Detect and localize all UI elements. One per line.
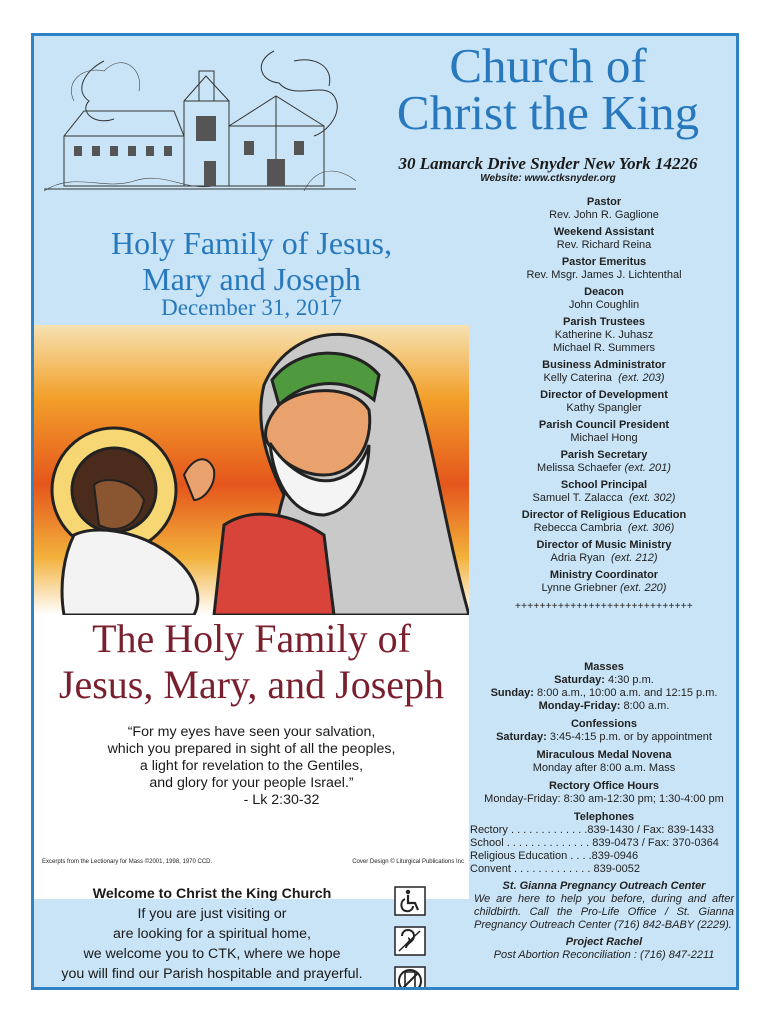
telephone-convent: Convent . . . . . . . . . . . . . 839-0052: [470, 863, 640, 875]
schedule-section: [470, 661, 738, 962]
staff-role: Pastor Emeritus: [561, 256, 647, 268]
staff-name: Adria Ryan: [550, 552, 605, 564]
staff-name: Lynne Griebner: [541, 582, 617, 594]
staff-name: Samuel T. Zalacca: [532, 492, 623, 504]
rachel-title: Project Rachel: [565, 936, 643, 948]
cover-title-line2: Jesus, Mary, and Joseph: [58, 662, 445, 707]
welcome-line: you will find our Parish hospitable and prayerful.: [61, 966, 363, 982]
bulletin-page: [31, 33, 739, 990]
staff-extension: (ext. 212): [611, 552, 658, 564]
staff-extension: (ext. 201): [624, 462, 671, 474]
design-credit: Cover Design © Liturgical Publications Inc: [352, 859, 464, 865]
welcome-title: Welcome to Christ the King Church: [92, 886, 332, 902]
rectory-hours-title: Rectory Office Hours: [548, 780, 660, 792]
staff-entry: [470, 462, 738, 475]
telephone-school: School . . . . . . . . . . . . . . 839-0473 / Fax: 370-0364: [470, 837, 719, 849]
masses-sunday: [470, 687, 738, 700]
staff-name: Kelly Caterina: [543, 372, 612, 384]
masses-saturday-time: 4:30 p.m.: [607, 674, 654, 686]
staff-name: John Coughlin: [568, 299, 640, 311]
staff-extension: (ext. 203): [618, 372, 665, 384]
staff-role: Director of Development: [540, 389, 668, 401]
church-website: Website: www.ctksnyder.org: [480, 173, 616, 184]
staff-name: Rev. Msgr. James J. Lichtenthal: [526, 269, 682, 281]
confessions-title: Confessions: [570, 718, 637, 730]
staff-name: Rev. John R. Gaglione: [549, 209, 659, 221]
telephone-religious-education: Religious Education . . . .839-0946: [470, 850, 639, 862]
confessions-text: 3:45-4:15 p.m. or by appointment: [549, 731, 712, 743]
staff-name: Rev. Richard Reina: [556, 239, 652, 251]
masses-saturday-label: Saturday:: [554, 674, 605, 686]
staff-entry: [470, 522, 738, 535]
staff-entry: [470, 372, 738, 385]
holy-family-illustration: [34, 325, 469, 615]
quote-line: “For my eyes have seen your salvation,: [127, 724, 376, 740]
cover-credits: [42, 859, 464, 865]
staff-role: Pastor: [586, 196, 622, 208]
welcome-section: [52, 884, 372, 984]
church-sketch-image: [44, 41, 356, 199]
staff-extension: (ext. 220): [620, 582, 667, 594]
rectory-hours-text: Monday-Friday: 8:30 am-12:30 pm; 1:30-4:00 pm: [484, 793, 724, 805]
church-address: 30 Lamarck Drive Snyder New York 14226: [398, 154, 698, 173]
telephones-title: Telephones: [573, 811, 635, 823]
gianna-text: We are here to help you before, during and after childbirth. Call the Pro-Life Office / St. Gianna Pregnancy Outreach Center (716) 842-BABY (2229).: [474, 893, 734, 931]
welcome-line: are looking for a spiritual home,: [113, 926, 311, 942]
welcome-line: we welcome you to CTK, where we hope: [83, 946, 341, 962]
cover-title: [34, 616, 469, 708]
staff-name: Michael Hong: [570, 432, 638, 444]
novena-title: Miraculous Medal Novena: [536, 749, 672, 761]
hearing-assistance-icon: [394, 926, 426, 956]
masses-sunday-label: Sunday:: [490, 687, 534, 699]
staff-role: Weekend Assistant: [553, 226, 655, 238]
gianna-title: St. Gianna Pregnancy Outreach Center: [502, 880, 706, 892]
staff-role: Ministry Coordinator: [549, 569, 659, 581]
church-title-line1: Church of: [449, 38, 647, 93]
staff-name: Katherine K. Juhasz: [554, 329, 654, 341]
staff-role: Parish Secretary: [560, 449, 648, 461]
lectionary-credit: Excerpts from the Lectionary for Mass ©2001, 1998, 1970 CCD.: [42, 859, 213, 865]
telephone-rectory: Rectory . . . . . . . . . . . . .839-1430 / Fax: 839-1433: [470, 824, 714, 836]
masses-weekday-label: Monday-Friday:: [538, 700, 621, 712]
staff-role: Business Administrator: [542, 359, 666, 371]
no-cellphone-icon: [394, 966, 426, 990]
staff-name: Rebecca Cambria: [533, 522, 622, 534]
masses-weekday-time: 8:00 a.m.: [623, 700, 670, 712]
novena-text: Monday after 8:00 a.m. Mass: [532, 762, 676, 774]
staff-role: School Principal: [560, 479, 648, 491]
staff-role: Director of Religious Education: [521, 509, 687, 521]
staff-extension: (ext. 306): [627, 522, 675, 534]
quote-line: and glory for your people Israel.”: [149, 775, 354, 791]
staff-role: Director of Music Ministry: [536, 539, 672, 551]
church-title-line2: Christ the King: [396, 85, 700, 140]
staff-role: Parish Council President: [538, 419, 670, 431]
rachel-text: Post Abortion Reconciliation : (716) 847-2211: [493, 949, 715, 961]
welcome-line: If you are just visiting or: [137, 906, 287, 922]
wheelchair-accessible-icon: [394, 886, 426, 916]
staff-entry: [470, 582, 738, 595]
masses-saturday: [470, 674, 738, 687]
feast-title-line2: Mary and Joseph: [142, 261, 361, 297]
masses-weekday: [470, 700, 738, 713]
feast-title-line1: Holy Family of Jesus,: [111, 225, 392, 261]
staff-role: Parish Trustees: [563, 316, 645, 328]
staff-extension: (ext. 302): [628, 492, 676, 504]
staff-name: Melissa Schaefer: [537, 462, 622, 474]
confessions-time: [470, 731, 738, 744]
cover-title-line1: The Holy Family of: [92, 616, 411, 661]
feast-date: December 31, 2017: [161, 295, 342, 320]
staff-entry: [470, 492, 738, 505]
masses-title: Masses: [584, 661, 624, 673]
confessions-label: Saturday:: [496, 731, 547, 743]
masses-sunday-time: 8:00 a.m., 10:00 a.m. and 12:15 p.m.: [537, 687, 718, 699]
quote-line: a light for revelation to the Gentiles,: [139, 758, 364, 774]
staff-directory: [470, 196, 738, 613]
scripture-quote: [34, 724, 469, 809]
telephone-list: [470, 824, 738, 876]
staff-entry: [470, 552, 738, 565]
accessibility-icons: [394, 886, 428, 990]
staff-role: Deacon: [584, 286, 624, 298]
quote-line: which you prepared in sight of all the peoples,: [107, 741, 396, 757]
section-divider: +++++++++++++++++++++++++++++: [514, 601, 694, 612]
feast-title: [34, 225, 469, 297]
staff-name: Kathy Spangler: [566, 402, 642, 414]
staff-name: Michael R. Summers: [552, 342, 656, 354]
quote-citation: - Lk 2:30-32: [243, 792, 320, 808]
church-title: [358, 38, 738, 140]
